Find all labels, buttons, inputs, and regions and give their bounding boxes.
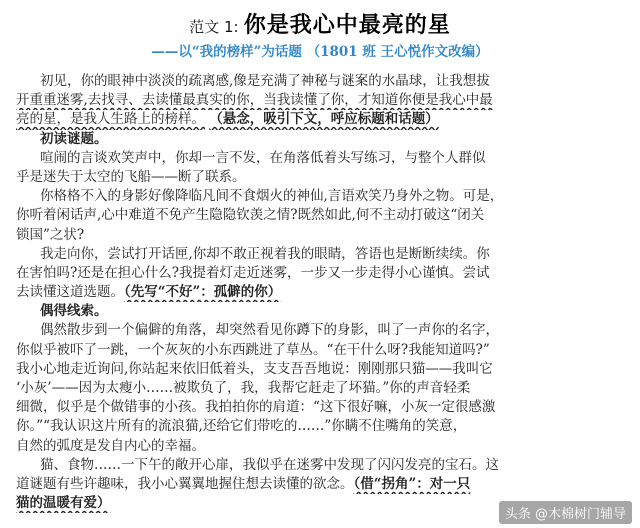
annotation: 猫的温暖有爱）	[16, 495, 111, 512]
annotation: （先写“不好”：孤僻的你）	[124, 284, 282, 301]
annotation: （借“拐角”：对一只	[353, 475, 471, 492]
text-line: 我走向你，尝试打开话匣,你却不敢正视着我的眼睛，答语也是断断续续。你	[40, 245, 490, 262]
text-span: 去读懂这道选题。	[16, 284, 124, 301]
essay-title	[0, 8, 640, 39]
text-line: 我小心地走近询问,你站起来依旧低着头，支支吾吾地说：刚刚那只猫——我叫它	[16, 360, 493, 377]
watermark: 头条 @木棉树门辅导	[499, 501, 632, 524]
text-line	[16, 91, 628, 110]
text-line: 猫、食物……一下午的敞开心扉，我似乎在迷雾中发现了闪闪发亮的宝石。这	[40, 456, 499, 473]
text-line: 自然的弧度是发自内心的幸福。	[16, 437, 205, 454]
text-line: 初见，你的眼神中淡淡的疏离感,像是充满了神秘与谜案的水晶球，让我想拔	[40, 73, 490, 89]
text-line: 你格格不入的身影好像降临凡间不食烟火的神仙,言语欢笑乃身外之物。可是，	[40, 188, 504, 205]
text-line: 锁国”之状?	[16, 226, 85, 243]
text-line	[16, 283, 628, 302]
text-line	[16, 110, 628, 129]
underlined-text: 开重重迷雾,去找寻、去读懂最真实的你，当我读懂了你，才知道你便是我心中最	[16, 92, 493, 109]
essay-subtitle: ——以“我的榜样”为话题 （1801 班 王心悦作文改编）	[151, 44, 489, 60]
text-line: 喧闹的言谈欢笑声中，你却一言不发，在角落低着头写练习，与整个人群似	[40, 149, 486, 166]
essay-body	[16, 72, 628, 513]
section-heading: 偶得线索。	[40, 303, 108, 320]
text-line: 你听着闲话声,心中难道不免产生隐隐钦羡之情?既然如此,何不主动打破这“闭关	[16, 207, 485, 224]
text-span: 道谜题有些许趣味，我小心翼翼地握住想去读懂的欲念。	[16, 475, 354, 492]
text-line: 偶然散步到一个偏僻的角落，却突然看见你蹲下的身影，叫了一声你的名字，	[40, 322, 499, 339]
title-prefix: 范文 1:	[189, 18, 239, 36]
text-line: 你似乎被吓了一跳，一个灰灰的小东西跳进了草丛。“在干什么呀?我能知道吗?”	[16, 341, 490, 358]
text-line: 细微，似乎是个做错事的小孩。我拍拍你的肩道：“这下很好嘛，小灰一定很感激	[16, 399, 496, 416]
text-line: ‘小灰’——因为太瘦小……被欺负了，我，我帮它赶走了坏猫。”你的声音轻柔	[16, 380, 471, 396]
text-line: 你。”“我认识这片所有的流浪猫,还给它们带吃的……”你瞒不住嘴角的笑意，	[16, 418, 467, 435]
annotation: （悬念，吸引下文，呼应标题和话题）	[209, 111, 439, 128]
section-heading: 初读谜题。	[40, 130, 108, 147]
text-line	[16, 475, 628, 494]
underlined-text: 亮的星，是我人生路上的榜样。	[16, 111, 205, 128]
text-line: 乎是迷失于太空的飞船——断了联系。	[16, 168, 246, 185]
text-line: 在害怕吗?还是在担心什么?我提着灯走近迷雾，一步又一步走得小心谨慎。尝试	[16, 264, 490, 281]
title-main: 你是我心中最亮的星	[243, 13, 451, 38]
